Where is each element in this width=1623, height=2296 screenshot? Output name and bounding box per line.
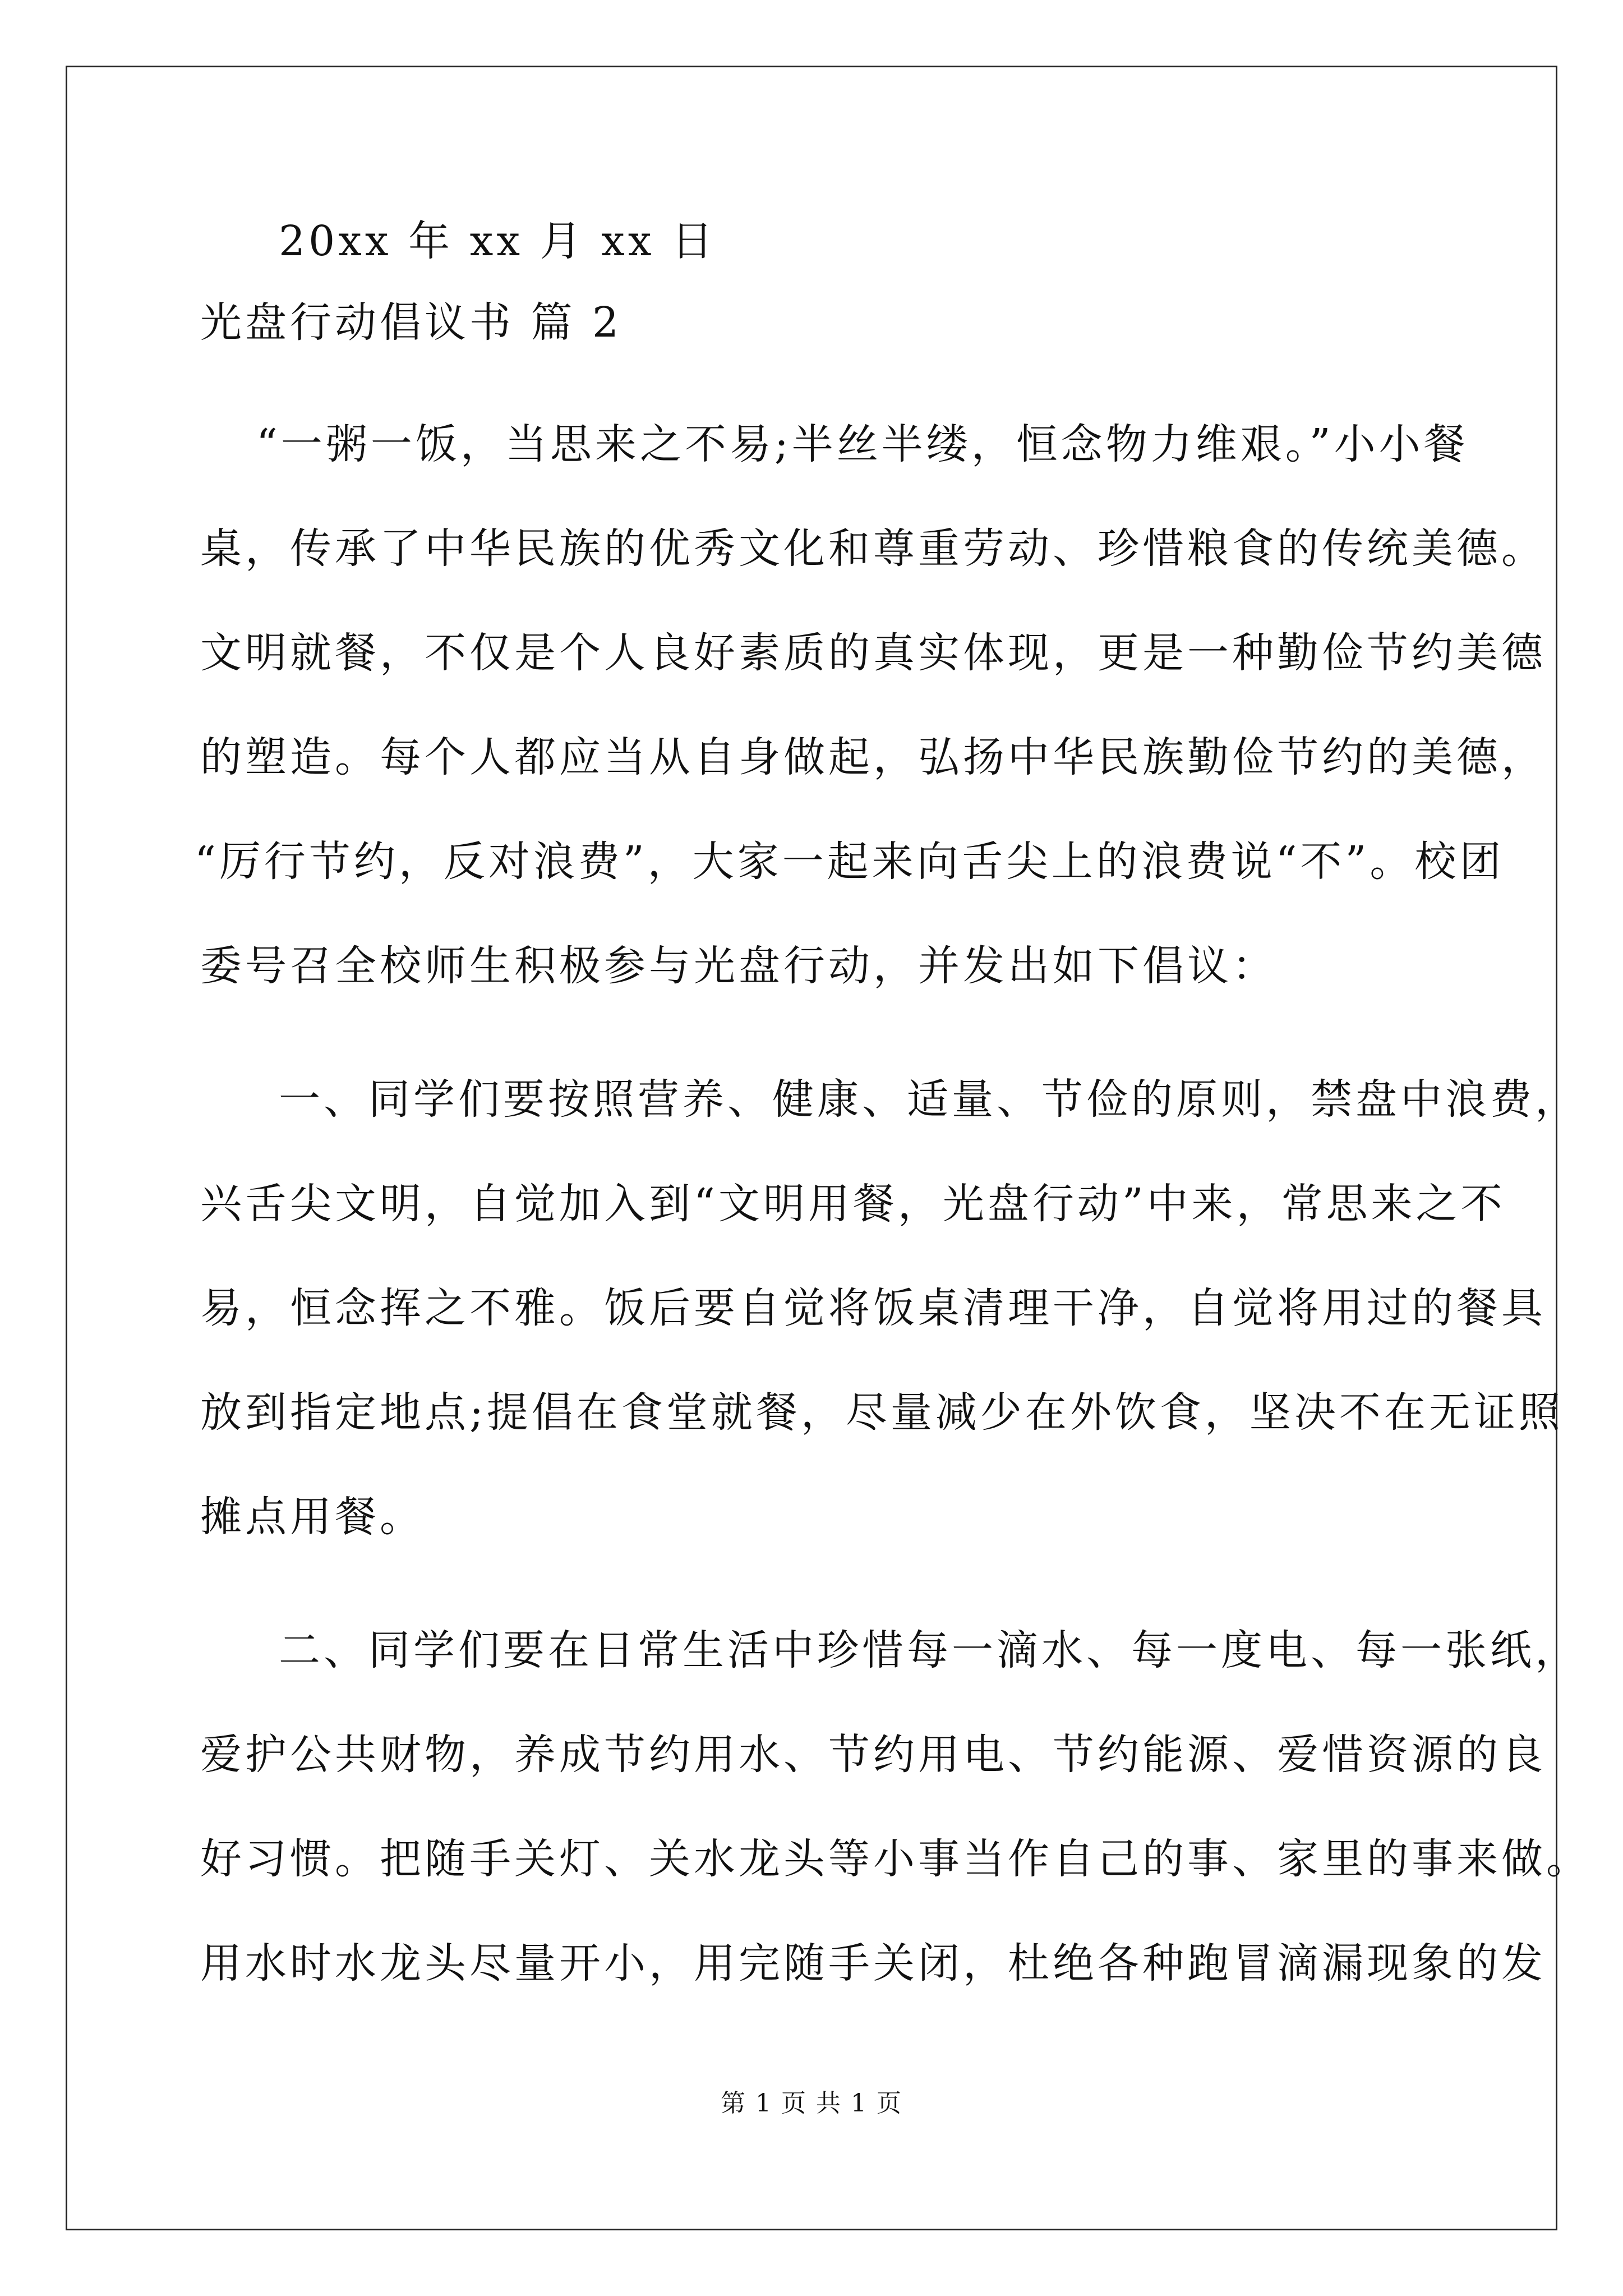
section-title: 光盘行动倡议书 篇 2 <box>200 298 623 347</box>
paragraph-3-line-4: 用水时水龙头尽量开小，用完随手关闭，杜绝各种跑冒滴漏现象的发 <box>200 1939 1546 1987</box>
paragraph-2-line-3: 易，恒念挥之不雅。饭后要自觉将饭桌清理干净，自觉将用过的餐具 <box>200 1284 1546 1332</box>
paragraph-1-line-6: 委号召全校师生积极参与光盘行动，并发出如下倡议： <box>200 942 1277 990</box>
paragraph-3-line-1: 二、同学们要在日常生活中珍惜每一滴水、每一度电、每一张纸， <box>279 1626 1580 1674</box>
page-border <box>66 66 1557 2230</box>
paragraph-2-line-4: 放到指定地点;提倡在食堂就餐，尽量减少在外饮食，坚决不在无证照 <box>200 1388 1564 1437</box>
paragraph-2-line-5: 摊点用餐。 <box>200 1493 425 1541</box>
paragraph-3-line-3: 好习惯。把随手关灯、关水龙头等小事当作自己的事、家里的事来做。 <box>200 1835 1591 1883</box>
paragraph-2-line-2: 兴舌尖文明，自觉加入到“文明用餐，光盘行动”中来，常思来之不 <box>200 1180 1506 1228</box>
paragraph-1-line-4: 的塑造。每个人都应当从自身做起，弘扬中华民族勤俭节约的美德， <box>200 733 1546 781</box>
page-footer: 第 1 页 共 1 页 <box>721 2089 902 2118</box>
paragraph-1-line-5: “厉行节约，反对浪费”，大家一起来向舌尖上的浪费说“不”。校团 <box>195 838 1505 886</box>
paragraph-3-line-2: 爱护公共财物，养成节约用水、节约用电、节约能源、爱惜资源的良 <box>200 1731 1546 1779</box>
date-line: 20xx 年 xx 月 xx 日 <box>279 217 717 265</box>
paragraph-2-line-1: 一、同学们要按照营养、健康、适量、节俭的原则，禁盘中浪费， <box>279 1075 1580 1124</box>
paragraph-1-line-2: 桌，传承了中华民族的优秀文化和尊重劳动、珍惜粮食的传统美德。 <box>200 524 1546 573</box>
paragraph-1-line-1: “一粥一饭，当思来之不易;半丝半缕，恒念物力维艰。”小小餐 <box>256 420 1469 468</box>
paragraph-1-line-3: 文明就餐，不仅是个人良好素质的真实体现，更是一种勤俭节约美德 <box>200 629 1546 677</box>
